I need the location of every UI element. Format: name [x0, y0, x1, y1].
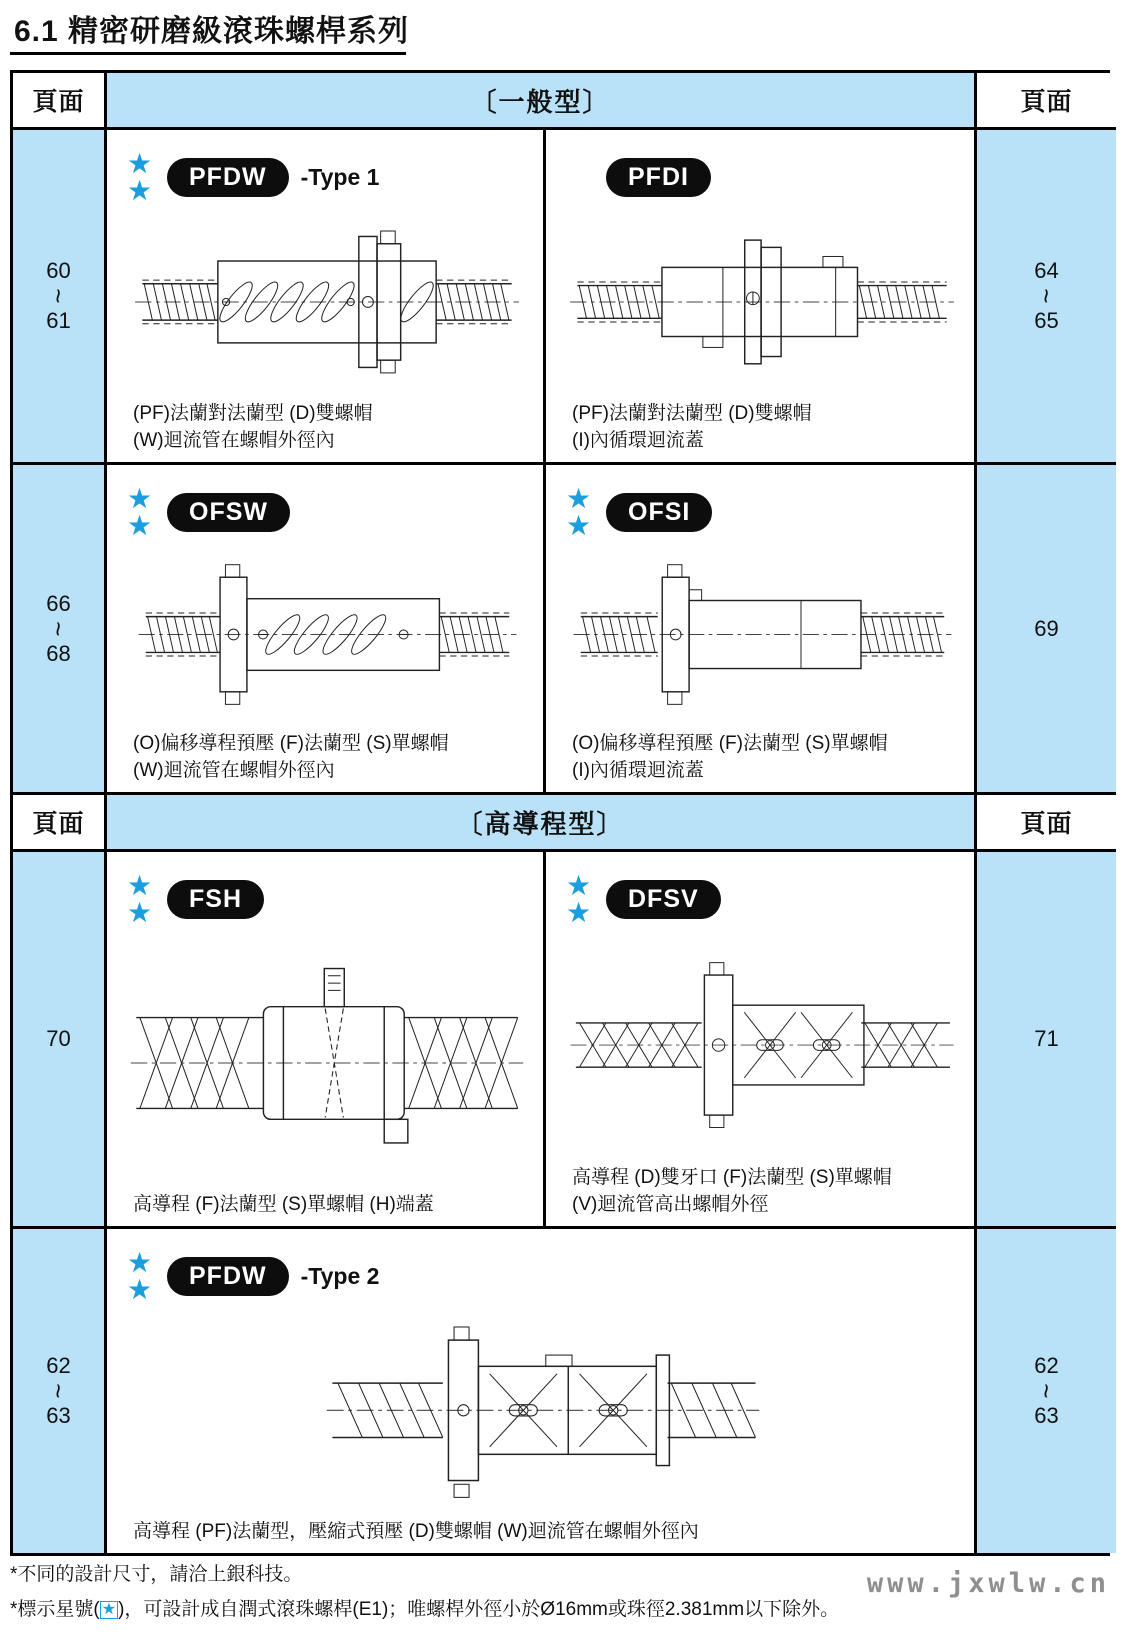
description-line: (V)迴流管高出螺帽外徑 — [572, 1194, 769, 1215]
range-tilde: ~ — [1031, 1383, 1062, 1399]
page-range-pfdw-type2-right — [977, 1229, 1116, 1553]
page-number: 62 — [46, 1353, 71, 1378]
model-badge-dfsv: DFSV — [606, 880, 721, 919]
page-number: 64 — [1034, 258, 1059, 283]
page-number: 69 — [1034, 615, 1059, 641]
page-number: 70 — [46, 1026, 71, 1051]
range-tilde: ~ — [1031, 288, 1062, 304]
star-icon: ★ — [566, 483, 592, 514]
model-badge-pfdw-type2: PFDW — [167, 1257, 289, 1296]
page-range-fsh — [13, 852, 107, 1229]
range-tilde: ~ — [43, 288, 74, 304]
page-number: 63 — [1034, 1403, 1059, 1428]
star-icon: ★ — [127, 510, 153, 541]
model-header — [127, 477, 527, 547]
description-line: (W)迴流管在螺帽外徑內 — [133, 760, 335, 781]
star-icons — [127, 150, 167, 204]
page-number: 63 — [46, 1403, 71, 1428]
page-range-pfdw-type2-left — [13, 1229, 107, 1553]
page-column-header-left: 頁面 — [13, 73, 107, 130]
star-icon: ★ — [566, 897, 592, 928]
page-range-pfdw-type1 — [13, 130, 107, 465]
description-line: (PF)法蘭對法蘭型 (D)雙螺帽 — [133, 403, 373, 424]
model-description — [127, 1518, 958, 1545]
page-range-dfsv — [977, 852, 1116, 1229]
star-icon: ★ — [101, 1601, 117, 1618]
cell-pfdi — [546, 130, 977, 465]
star-icon: ★ — [127, 483, 153, 514]
star-icon: ★ — [127, 1274, 153, 1305]
page-number: 62 — [1034, 1353, 1059, 1378]
star-icon: ★ — [127, 175, 153, 206]
page-number: 68 — [46, 640, 71, 666]
page-number: 66 — [46, 590, 71, 616]
model-badge-ofsi: OFSI — [606, 493, 712, 532]
description-line: (I)內循環迴流蓋 — [572, 760, 704, 781]
model-description — [566, 1164, 958, 1218]
description-line: (O)偏移導程預壓 (F)法蘭型 (S)單螺帽 — [133, 733, 449, 754]
range-tilde: ~ — [43, 1383, 74, 1399]
cell-ofsi — [546, 465, 977, 795]
description-line: (I)內循環迴流蓋 — [572, 430, 704, 451]
ofsi-drawing — [566, 547, 958, 730]
model-header — [127, 142, 527, 212]
section-header-high-lead-type: 〔高導程型〕 — [107, 795, 977, 852]
fsh-drawing — [127, 934, 527, 1191]
footnote-1: *不同的設計尺寸，請洽上銀科技。 — [10, 1564, 303, 1585]
cell-pfdw-type1 — [107, 130, 546, 465]
model-header — [566, 477, 958, 547]
model-header — [566, 864, 958, 934]
model-description — [127, 400, 527, 454]
ofsw-drawing — [127, 547, 527, 730]
model-header — [127, 864, 527, 934]
star-icon: ★ — [127, 897, 153, 928]
model-header — [127, 1241, 958, 1311]
star-icon: ★ — [127, 870, 153, 901]
description-line: 高導程 (D)雙牙口 (F)法蘭型 (S)單螺帽 — [572, 1167, 892, 1188]
star-icons — [127, 485, 167, 539]
description-line: (W)迴流管在螺帽外徑內 — [133, 430, 335, 451]
footnote-2-suffix: )，可設計成自潤式滾珠螺桿(E1)；唯螺桿外徑小於Ø16mm或珠徑2.381mm以下除外。 — [118, 1599, 840, 1620]
star-icons — [566, 872, 606, 926]
model-description — [127, 1191, 527, 1218]
model-description — [566, 730, 958, 784]
star-icon: ★ — [566, 510, 592, 541]
model-header — [566, 142, 958, 212]
pfdw-type1-drawing — [127, 212, 527, 400]
star-icon: ★ — [127, 1247, 153, 1278]
page-column-header-left2: 頁面 — [13, 795, 107, 852]
model-description — [566, 400, 958, 454]
page-column-header-right2: 頁面 — [977, 795, 1116, 852]
model-suffix: -Type 2 — [300, 1262, 380, 1289]
star-icon: ★ — [127, 148, 153, 179]
section-header-general-type: 〔一般型〕 — [107, 73, 977, 130]
footnote-2 — [10, 1597, 839, 1623]
star-icons — [127, 872, 167, 926]
page-number: 71 — [1034, 1026, 1059, 1051]
dfsv-drawing — [566, 934, 958, 1164]
cell-pfdw-type2 — [107, 1229, 977, 1553]
star-icons — [566, 485, 606, 539]
description-line: (O)偏移導程預壓 (F)法蘭型 (S)單螺帽 — [572, 733, 888, 754]
star-icon: ★ — [566, 870, 592, 901]
description-line: 高導程 (PF)法蘭型，壓縮式預壓 (D)雙螺帽 (W)迴流管在螺帽外徑內 — [133, 1521, 699, 1542]
title-underline — [10, 52, 406, 55]
page-range-ofsw — [13, 465, 107, 795]
description-line: (PF)法蘭對法蘭型 (D)雙螺帽 — [572, 403, 812, 424]
model-badge-ofsw: OFSW — [167, 493, 290, 532]
model-badge-pfdi: PFDI — [606, 158, 711, 197]
cell-fsh — [107, 852, 546, 1229]
description-line: 高導程 (F)法蘭型 (S)單螺帽 (H)端蓋 — [133, 1194, 434, 1215]
range-tilde: ~ — [43, 620, 74, 637]
model-description — [127, 730, 527, 784]
footnote-2-prefix: *標示星號( — [10, 1599, 100, 1620]
page-column-header-right: 頁面 — [977, 73, 1116, 130]
star-icons — [127, 1249, 167, 1303]
page-range-ofsi — [977, 465, 1116, 795]
catalog-table — [10, 70, 1110, 1556]
pfdw-type2-drawing — [127, 1311, 958, 1518]
cell-dfsv — [546, 852, 977, 1229]
model-suffix: -Type 1 — [300, 163, 380, 190]
footnotes — [10, 1562, 839, 1632]
page-number: 65 — [1034, 308, 1059, 333]
pfdi-drawing — [566, 212, 958, 400]
model-badge-pfdw-type1: PFDW — [167, 158, 289, 197]
page-number: 60 — [46, 258, 71, 283]
page-title: 6.1 精密研磨級滾珠螺桿系列 — [14, 15, 410, 48]
cell-ofsw — [107, 465, 546, 795]
model-badge-fsh: FSH — [167, 880, 264, 919]
watermark: www.jxwlw.cn — [866, 1568, 1110, 1599]
page-range-pfdi — [977, 130, 1116, 465]
page-number: 61 — [46, 308, 71, 333]
